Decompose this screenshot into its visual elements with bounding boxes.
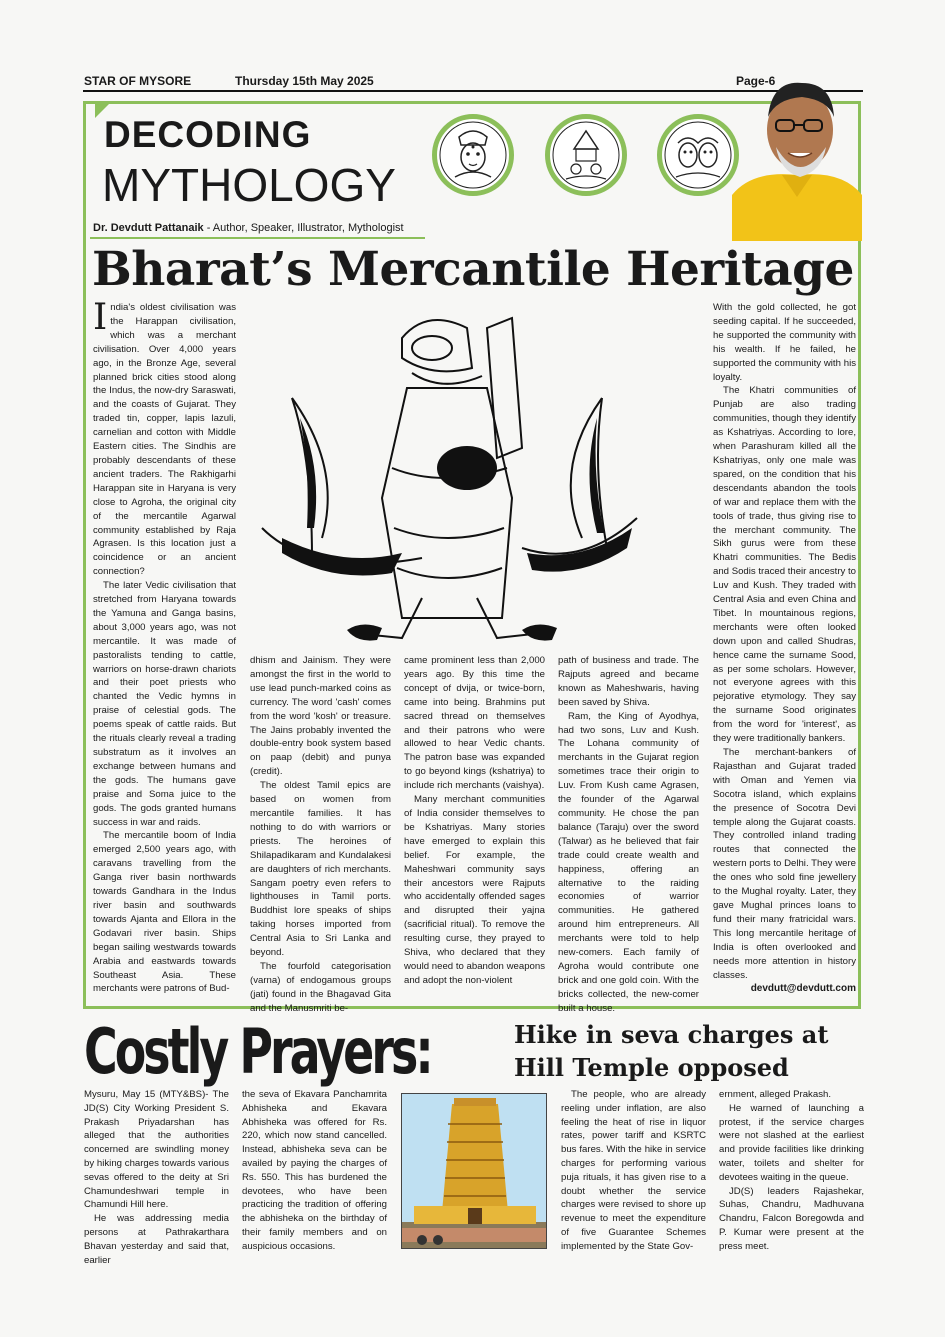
- news-headline-sub-2: Hill Temple opposed: [514, 1053, 789, 1082]
- paragraph: Many merchant communities of India consider themselves to be Kshatriyas. Many stories have emerged to explain this belief. For example, the Maheshwari community says their ancestors were Rajputs who accidentally offended sages and disrupted their yajna (sacrificial ritual). To remove the resulting curse, they prayed to Shiva, who declared that they would need to abandon weapons and adopt the non-violent: [404, 794, 545, 986]
- article-column-3: [404, 654, 545, 988]
- news-column-4: [719, 1088, 864, 1254]
- news-column-3: [561, 1088, 706, 1254]
- page-number: Page-6: [736, 74, 776, 88]
- paragraph: ernment, alleged Prakash.: [719, 1089, 831, 1100]
- paragraph: He was addressing media persons at Pathrakarthara Bhavan yesterday and said that, earlier: [84, 1213, 229, 1266]
- medallion-temple-scene-illustration: [545, 114, 627, 196]
- paragraph: ndia's oldest civilisation was the Harappan civilisation, which was a merchant civilisation. Over 4,000 years ago, in the Bronze Age, several planned brick cities stood along the Indus, the now-dry Saraswati, and the coasts of Gujarat. They traded tin, copper, lapis lazuli, carnelian and cotton with Middle Eastern cities. The Sindhis are probably descendants of these ancient traders. The Rakhigarhi Harappan site in Haryana is very close to Agroha, the original city of the mercantile Agarwal community established by Raja Agrasen. Is this location just a coincidence or an ancient connection?: [93, 302, 236, 578]
- article-headline: Bharat’s Mercantile Heritage: [92, 242, 854, 297]
- paragraph: The later Vedic civilisation that stretched from Haryana towards the Yamuna and Ganga basins, about 3,000 years ago, was not mercantile. It was made of pastoralists tending to cattle, warriors on horse-drawn chariots and their poet priests who chanted the Vedic hymns in praise of celestial gods. The poems speak of cattle raids. But the rituals clearly reveal a trading substratum as it involves an exchange between humans and the gods. The humans gave praise and Soma juice to the gods. The gods granted humans success in war and raids.: [93, 580, 236, 828]
- paragraph: He warned of launching a protest, if the service charges were not slashed at the earliest and provide facilities like drinking water, toilets and shelter for devotees waiting in the queue.: [719, 1102, 864, 1183]
- medallion-twin-faces-illustration: [657, 114, 739, 196]
- paragraph: The Khatri communities of Punjab are also trading communities, though they identify as Kshatriyas. According to lore, when Parashuram killed all the Kshatriyas, only one male was spared, on the condition that his descendants abandon the tools of war and replace them with the tools of trade, thus giving rise to the merchant community. The Sikh gurus were from these Khatri communities. The Bedis and Sodis traced their ancestry to Luv and Kush. They traded with Central Asia and even China and Tibet. In mountainous regions, merchants were often looked down upon and called Shudras, hence came the surname Sood, as per some scholars. However, not everyone agrees with this pejorative etymology. They say the surname Sood originates from the word for 'interest', as they were traditionally bankers.: [713, 385, 856, 745]
- paragraph: The oldest Tamil epics are based on women from mercantile families. It has nothing to do with warriors or priests. The heroines of Shilapadikaram and Kundalakesi are daughters of rich merchants. Sangam poetry even refers to lighthouses in Tamil ports. Buddhist lore speaks of ships taking horses imported from Central Asia to Sri Lanka and beyond.: [250, 780, 391, 959]
- article-column-5: [713, 301, 856, 996]
- news-column-1: [84, 1088, 229, 1267]
- drop-cap: I: [93, 297, 108, 338]
- banner-mythology: MYTHOLOGY: [102, 159, 396, 211]
- author-email[interactable]: devdutt@devdutt.com: [750, 983, 856, 995]
- paragraph: The mercantile boom of India emerged 2,500 years ago, with caravans travelling from the Ganga river basin northwards towards Gandhara in the Indus river basin and southwards towards Ajanta and Ellora in the Godavari river basin. Ships began sailing westwards towards Arabia and eastwards towards Southeast Asia. These merchants were patrons of Bud-: [93, 830, 236, 995]
- paragraph: Mysuru, May 15 (MTY&BS)- The JD(S) City Working President S. Prakash Priyadarshan has alleged that the authorities concerned are swindling money by hiking charges towards various sevas offered to the deity at Sri Chamundeshwari temple in Chamundi Hill here.: [84, 1089, 229, 1211]
- banner-decoding: DECODING: [104, 114, 312, 155]
- author-name: Dr. Devdutt Pattanaik: [93, 222, 204, 234]
- news-headline-sub-1: Hike in seva charges at: [514, 1020, 829, 1049]
- news-column-2: [242, 1088, 387, 1254]
- paragraph: The merchant-bankers of Rajasthan and Gujarat traded with Oman and Yemen via Socotra island, which explains the presence of Socotra Devi temple along the Gujarat coasts. They controlled inland trading routes that connected the western ports to Delhi. They were the ones who sold fine jewellery to the Mughal royalty. Later, they gave Mughal princes loans to fund their many fratricidal wars. This long mercantile heritage of India is often overlooked and needs more attention in history classes.: [713, 747, 856, 981]
- author-portrait: [732, 75, 862, 241]
- issue-date: Thursday 15th May 2025: [235, 74, 374, 88]
- author-byline: [93, 222, 404, 234]
- article-column-4: [558, 654, 699, 1016]
- paper-name: STAR OF MYSORE: [84, 74, 192, 88]
- article-column-2: [250, 654, 391, 1016]
- temple-gopuram-photo: [401, 1093, 547, 1249]
- paragraph: The fourfold categorisation (varna) of endogamous groups (jati) found in the Bhagavad Gita and the Manusmriti be-: [250, 960, 391, 1014]
- paragraph: JD(S) leaders Rajashekar, Suhas, Chandru, Madhuvana Chandru, Falcon Boregowda and P. Kumar were present at the press meet.: [719, 1185, 864, 1252]
- paragraph: path of business and trade. The Rajputs agreed and became known as Maheshwaris, having been saved by Shiva.: [558, 655, 699, 708]
- article-column-1: [93, 297, 236, 996]
- paragraph: the seva of Ekavara Panchamrita Abhisheka and Ekavara Abhisheka was offered for Rs. 220, which now stand cancelled. Instead, abhisheka seva can be availed by paying the charges of Rs. 550. This has burdened the devotees, who have been practicing the tradition of offering the abhisheka on the birthday of their family members and on auspicious occasions.: [242, 1089, 387, 1252]
- medallion-deity-face-illustration: [432, 114, 514, 196]
- paragraph: The people, who are already reeling under inflation, are also feeling the heat of rise in liquor rates, power tariff and KSRTC bus fares. With the hike in service charges for performing various puja rituals, it has given rise to a doubt whether the service charges were revised to shore up revenue to meet the expenditure of five Guarantee Schemes implemented by the State Gov-: [561, 1089, 706, 1252]
- paragraph: came prominent less than 2,000 years ago. By this time the concept of dvija, or twice-born, came into being. Brahmins put sacred thread on themselves and their patrons who were allowed to hear Vedic chants. The patron base was expanded to go beyond kings (kshatriya) to include rich merchants (vaishya).: [404, 655, 545, 792]
- news-headline-main: Costly Prayers:: [84, 1015, 431, 1088]
- paragraph: With the gold collected, he got seeding capital. If he succeeded, he supported the community with his wealth. If he failed, he supported the community with his loyalty.: [713, 302, 856, 383]
- byline-underline: [90, 237, 425, 239]
- paragraph: Ram, the King of Ayodhya, had two sons, Luv and Kush. The Lohana community of merchants in the Gujarat region sometimes trace their origin to Luv. From Kush came Agrasen, the founder of the Agarwal community. He chose the pan balance (Taraju) over the sword (Talwar) as he believed that fair trade could create wealth and happiness, offering an alternative to the raiding economies of warrior communities. He gathered around him entrepreneurs. All merchants were told to help new-comers. Each family of Agroha would contribute one brick and one gold coin. With the bricks collected, the new-comer built a house.: [558, 710, 699, 1014]
- paragraph: dhism and Jainism. They were amongst the first in the world to use lead punch-marked coins as currency. The word 'cash' comes from the word 'kosh' or treasure. The Jains probably invented the double-entry book system based on paap (debit) and punya (credit).: [250, 655, 391, 778]
- author-description: - Author, Speaker, Illustrator, Mythologist: [203, 222, 404, 234]
- merchant-ships-illustration: [252, 298, 642, 646]
